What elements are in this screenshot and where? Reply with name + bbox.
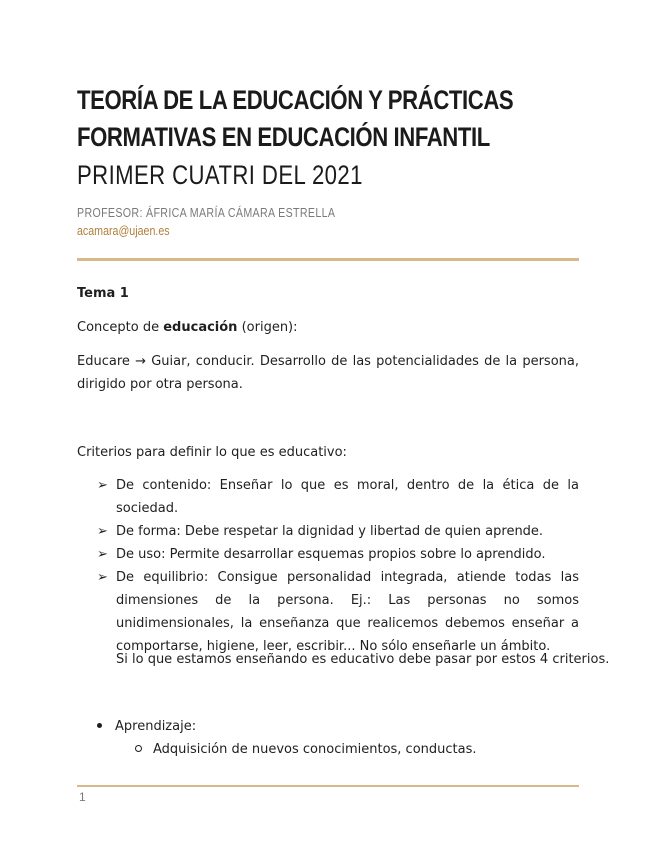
- filled-bullet-icon: [97, 723, 102, 728]
- bullet-item-text: Aprendizaje:: [115, 719, 197, 734]
- arrow-bullet-icon: ➢: [97, 478, 108, 493]
- document-subtitle: PRIMER CUATRI DEL 2021: [77, 160, 363, 190]
- section-heading: Tema 1: [77, 286, 129, 301]
- concept-bold-term: educación: [163, 320, 238, 335]
- sub-bullet-text: Adquisición de nuevos conocimientos, conductas.: [153, 742, 477, 757]
- arrow-bullet-icon: ➢: [97, 570, 108, 585]
- title-line-1: TEORÍA DE LA EDUCACIÓN Y PRÁCTICAS: [77, 85, 514, 115]
- title-line-2: FORMATIVAS EN EDUCACIÓN INFANTIL: [77, 122, 490, 152]
- list-item: [97, 543, 579, 566]
- list-item: [97, 474, 579, 520]
- bullet-item: [97, 715, 196, 738]
- document-title: [77, 82, 514, 156]
- arrow-bullet-icon: ➢: [97, 524, 108, 539]
- header-divider: [77, 258, 579, 261]
- arrow-bullet-icon: ➢: [97, 547, 108, 562]
- list-item-text: De equilibrio: Consigue personalidad integrada, atiende todas las dimensiones de la persona. Ej.: Las personas no somos unidimensionales, la enseñanza que realicemos debemos enseñar a comportarse, higiene, leer, escribir... No sólo enseñarle un ámbito.: [116, 570, 579, 654]
- professor-line: PROFESOR: ÁFRICA MARÍA CÁMARA ESTRELLA: [77, 205, 336, 220]
- definition-paragraph: Educare → Guiar, conducir. Desarrollo de las potencialidades de la persona, dirigido por otra persona.: [77, 354, 579, 392]
- page-number: 1: [79, 790, 86, 804]
- criteria-intro: Criterios para definir lo que es educativo:: [77, 445, 347, 460]
- concept-suffix: (origen):: [237, 320, 298, 335]
- list-item: [97, 520, 579, 543]
- list-item-text: De uso: Permite desarrollar esquemas propios sobre lo aprendido.: [116, 547, 546, 562]
- concept-prefix: Concepto de: [77, 320, 164, 335]
- criteria-note: Si lo que estamos enseñando es educativo debe pasar por estos 4 criterios.: [116, 652, 610, 667]
- hollow-bullet-icon: [135, 745, 142, 752]
- list-item-text: De forma: Debe respetar la dignidad y libertad de quien aprende.: [116, 524, 544, 539]
- footer-divider: [77, 785, 579, 787]
- criteria-list: [97, 474, 579, 658]
- concept-paragraph: [77, 316, 298, 339]
- list-item-text: De contenido: Enseñar lo que es moral, dentro de la ética de la sociedad.: [116, 478, 579, 516]
- sub-bullet-item: [135, 738, 477, 761]
- professor-email-link[interactable]: acamara@ujaen.es: [77, 223, 170, 238]
- list-item: [97, 566, 579, 658]
